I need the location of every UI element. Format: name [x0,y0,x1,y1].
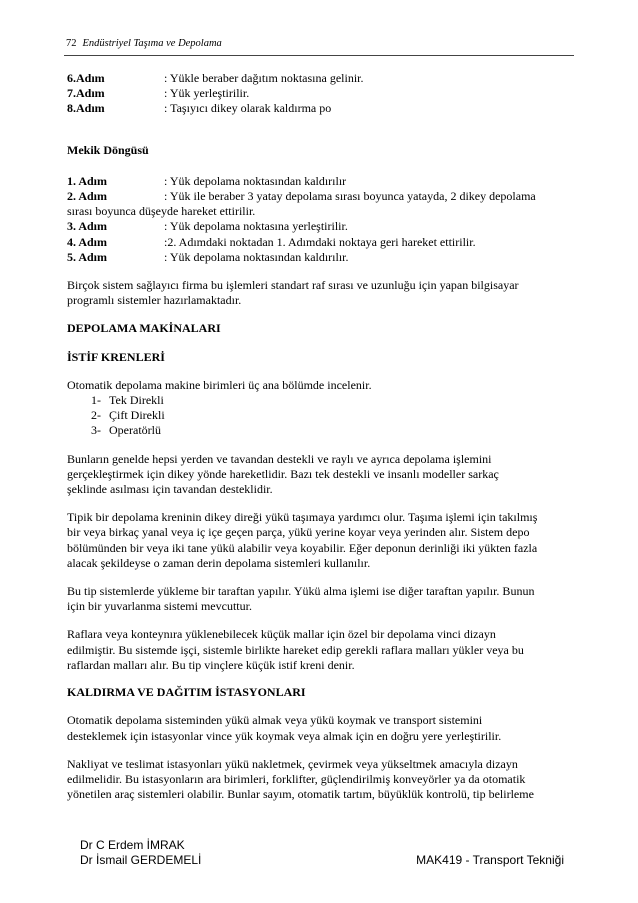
paragraph-line: edilmelidir. Bu istasyonların ara birimleri, forklifter, güçlendirilmiş konveyörler ya da otomatik [67,771,526,786]
section-heading-kaldirma: KALDIRMA VE DAĞITIM İSTASYONLARI [67,685,306,700]
step-text: : Yük ile beraber 3 yatay depolama sırası boyunca yatayda, 2 dikey depolama [164,189,536,204]
step-label: 8.Adım [67,101,105,116]
list-item [91,408,571,423]
step-text: : Yük yerleştirilir. [164,86,250,101]
step-row [67,71,571,86]
crane-type-list [67,393,571,439]
step-label: 4. Adım [67,234,108,249]
section-heading-istif-krenleri: İSTİF KRENLERİ [67,349,165,364]
section-heading-mekik: Mekik Döngüsü [67,142,149,157]
step-row [67,189,571,204]
paragraph-line: raflardan malları alır. Bu tip vinçlere küçük istif kreni denir. [67,657,355,672]
paragraph-line: Otomatik depolama sisteminden yükü almak veya yükü koymak ve transport sistemini [67,713,483,728]
step-row [67,174,571,189]
paragraph-line: Bu tip sistemlerde yükleme bir taraftan yapılır. Yükü alma işlemi ise diğer taraftan yapılır. Bunun [67,584,535,599]
paragraph-line: Tipik bir depolama kreninin dikey direği yükü taşımaya yardımcı olur. Taşıma işlemi için takılmış [67,510,538,525]
list-number: 1- [91,393,101,408]
step-row [67,101,571,116]
list-item [91,423,571,438]
paragraph-line: edilmiştir. Bu sistemde işçi, sistemle birlikte hareket edip gerekli raflara malları yükler veya bu [67,642,524,657]
step-label: 3. Adım [67,219,108,234]
paragraph-line: Raflara veya konteynıra yüklenebilecek küçük mallar için özel bir depolama vinci dizayn [67,627,496,642]
list-number: 3- [91,423,101,438]
step-label: 2. Adım [67,189,108,204]
step-text: : Taşıyıcı dikey olarak kaldırma po [164,101,332,116]
paragraph-line: yönetilen araç sistemleri olabilir. Bunlar sayım, otomatik tartım, büyüklük kontrolü, tip belirleme [67,787,534,802]
step-text: : Yükle beraber dağıtım noktasına gelinir. [164,71,364,85]
step-text: : Yük depolama noktasından kaldırılır. [164,249,349,264]
paragraph-line: alacak şekildeyse o zaman derin depolama sistemleri kullanılır. [67,555,371,570]
step-text-continued: sırası boyunca düşeyde hareket ettirilir. [67,204,256,219]
list-number: 2- [91,408,101,423]
step-row [67,250,571,265]
step-text: :2. Adımdaki noktadan 1. Adımdaki noktaya geri hareket ettirilir. [164,234,476,249]
page-body [67,71,571,802]
paragraph-line: bölümünden bir veya iki tane yükü alabilir veya koyabilir. Eğer deponun derinliği iki yükten fazla [67,540,538,555]
step-label: 5. Adım [67,249,108,264]
paragraph-line: Bunların genelde hepsi yerden ve tavandan destekli ve raylı ve ayrıca depolama işlemini [67,451,492,466]
page-number: 72 [66,38,77,49]
header-title: Endüstriyel Taşıma ve Depolama [82,38,222,49]
footer-author-1: Dr C Erdem İMRAK [80,838,185,852]
list-item [91,393,571,408]
paragraph-line: Birçok sistem sağlayıcı firma bu işlemleri standart raf sırası ve uzunluğu için yapan bilgisayar [67,278,519,293]
step-text: : Yük depolama noktasından kaldırılır [164,173,347,188]
paragraph-line: Otomatik depolama makine birimleri üç ana bölümde incelenir. [67,377,372,392]
step-label: 7.Adım [67,86,105,101]
header-divider [64,55,574,56]
paragraph-line: için bir yuvarlanma sistemi mevcuttur. [67,599,252,614]
step-text: : Yük depolama noktasına yerleştirilir. [164,219,348,234]
list-text: Tek Direkli [109,393,164,408]
paragraph-line: desteklemek için istasyonlar vince yük koymak veya almak için en doğru yere yerleştirilir. [67,728,502,743]
list-text: Çift Direkli [109,408,165,423]
step-row [67,86,571,101]
list-text: Operatörlü [109,423,161,438]
section-heading-depolama-makinalari: DEPOLAMA MAKİNALARI [67,321,221,336]
page-header [66,38,222,49]
step-label: 1. Adım [67,173,108,188]
paragraph-line: bir veya birkaç yanal veya iç içe geçen parça, yükü yerine koyar veya yerinden alır. Sistem depo [67,525,530,540]
step-row [67,219,571,234]
paragraph-line: programlı sistemler hazırlamaktadır. [67,293,242,308]
paragraph-line: gerçekleştirmek için dikey yönde hareketlidir. Bazı tek destekli ve insanlı modeller sarkaç [67,466,499,481]
step-label: 6.Adım [67,71,105,85]
paragraph-line: Nakliyat ve teslimat istasyonları yükü nakletmek, çevirmek veya yükseltmek amacıyla dizayn [67,756,518,771]
step-row [67,235,571,250]
footer-course: MAK419 - Transport Tekniği [416,853,564,867]
footer-author-2: Dr İsmail GERDEMELİ [80,853,202,867]
page-footer [80,838,564,868]
paragraph-line: şeklinde asılması için tavandan desteklidir. [67,482,273,497]
